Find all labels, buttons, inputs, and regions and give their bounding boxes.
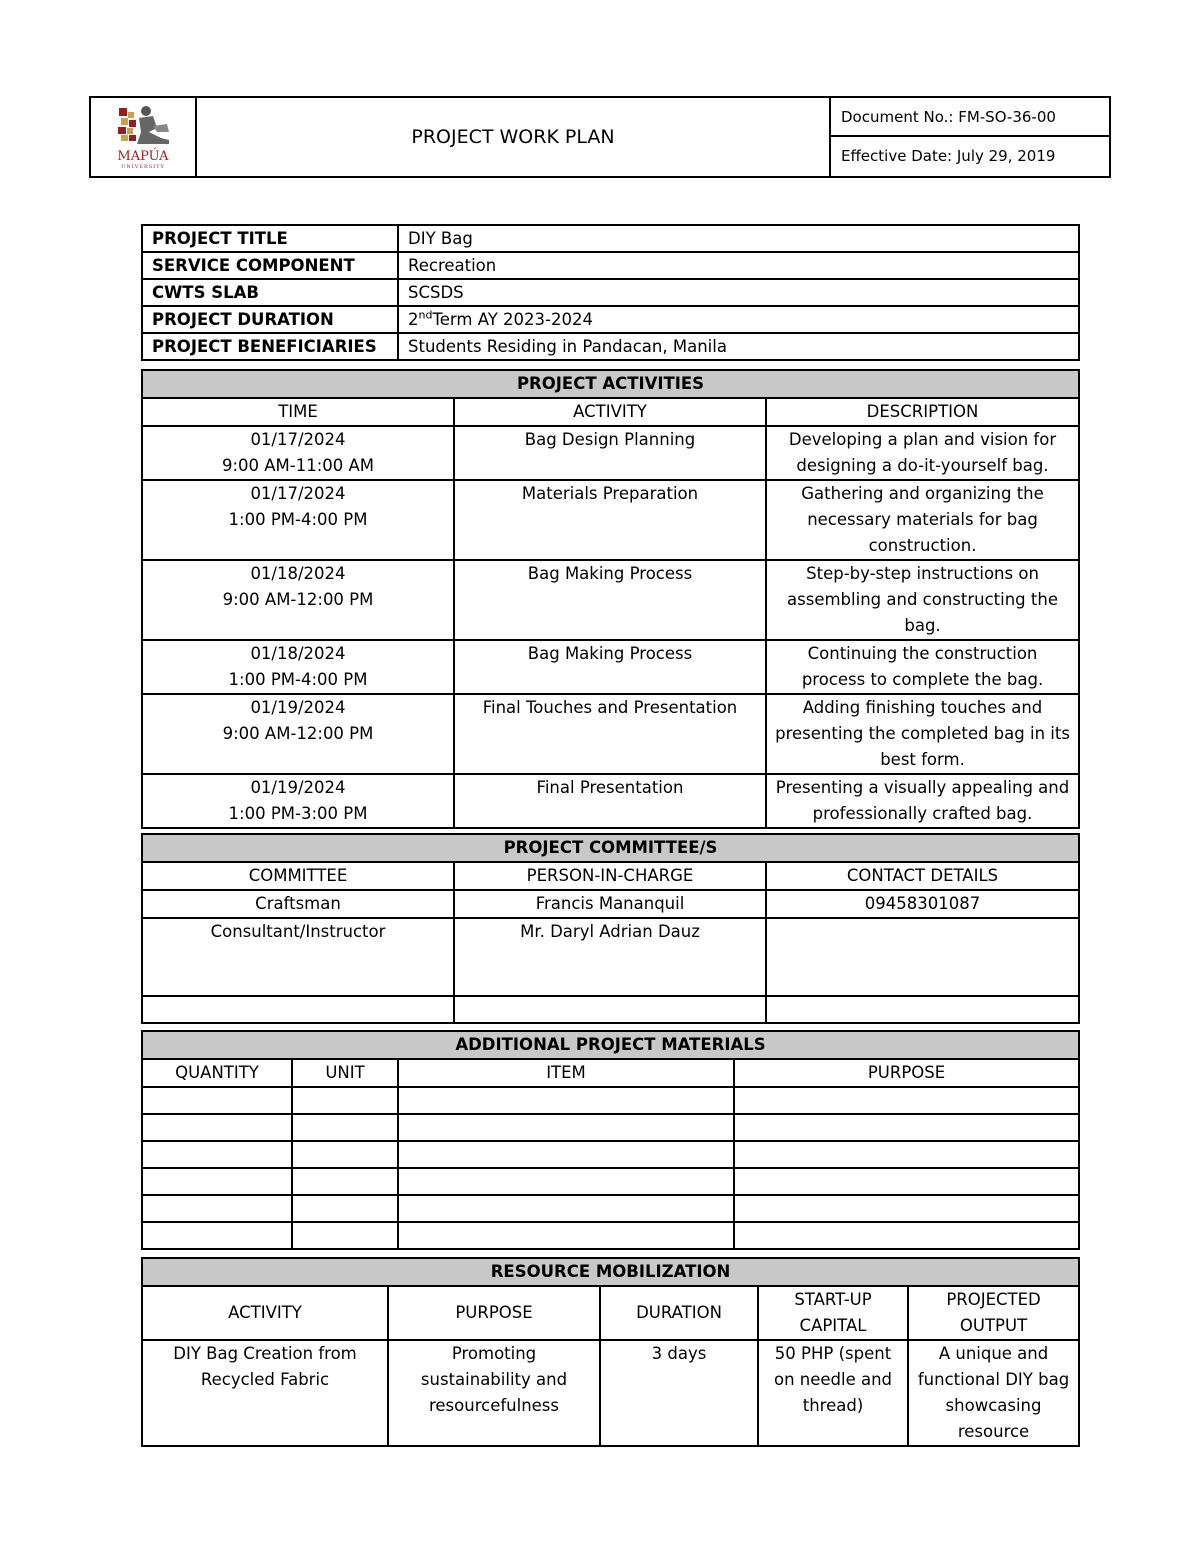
activity-time: [142, 480, 454, 560]
duration-term: Term AY 2023-2024: [432, 310, 593, 329]
activity-hours: 1:00 PM-4:00 PM: [228, 510, 368, 529]
activity-hours: 9:00 AM-12:00 PM: [222, 724, 374, 743]
activity-time: [142, 426, 454, 480]
info-value: DIY Bag: [398, 225, 1079, 252]
materials-table: [141, 1030, 1080, 1250]
activity-name: Bag Design Planning: [454, 426, 766, 480]
table-row: [142, 918, 1079, 996]
table-row: [142, 694, 1079, 774]
duration-suffix: nd: [418, 308, 433, 322]
info-row: [142, 306, 1079, 333]
resource-duration: 3 days: [600, 1340, 758, 1446]
activity-date: 01/19/2024: [250, 698, 346, 717]
empty-cell: [142, 1141, 292, 1168]
table-row: [142, 774, 1079, 828]
resource-capital: 50 PHP (spent on needle and thread): [758, 1340, 908, 1446]
activity-date: 01/18/2024: [250, 564, 346, 583]
resources-title: RESOURCE MOBILIZATION: [142, 1258, 1079, 1286]
column-header: CONTACT DETAILS: [766, 862, 1079, 890]
table-row: [142, 560, 1079, 640]
info-value: SCSDS: [398, 279, 1079, 306]
logo-subtext: UNIVERSITY: [121, 164, 165, 170]
activity-date: 01/19/2024: [250, 778, 346, 797]
empty-cell: [734, 1087, 1079, 1114]
empty-cell: [292, 1141, 398, 1168]
table-row: [142, 890, 1079, 918]
materials-title: ADDITIONAL PROJECT MATERIALS: [142, 1031, 1079, 1059]
activity-time: [142, 694, 454, 774]
info-row: [142, 225, 1079, 252]
activity-name: Final Presentation: [454, 774, 766, 828]
table-row: [142, 480, 1079, 560]
info-label: PROJECT BENEFICIARIES: [142, 333, 398, 360]
empty-cell: [734, 1141, 1079, 1168]
column-header: TIME: [142, 398, 454, 426]
column-header: PROJECTED OUTPUT: [908, 1286, 1079, 1340]
university-logo: [91, 98, 197, 176]
empty-cell: [142, 1087, 292, 1114]
column-header: ACTIVITY: [142, 1286, 388, 1340]
committees-table: [141, 833, 1080, 1024]
document-header: [89, 96, 1111, 178]
table-row: [142, 1222, 1079, 1249]
activity-description: Developing a plan and vision for designing a do-it-yourself bag.: [766, 426, 1079, 480]
activity-description: Adding finishing touches and presenting the completed bag in its best form.: [766, 694, 1079, 774]
column-header: QUANTITY: [142, 1059, 292, 1087]
activity-hours: 9:00 AM-12:00 PM: [222, 590, 374, 609]
activity-description: Gathering and organizing the necessary materials for bag construction.: [766, 480, 1079, 560]
table-row: [142, 996, 1079, 1023]
contact-details: [766, 918, 1079, 996]
logo-emblem-icon: [118, 106, 169, 144]
project-info-table: [141, 224, 1080, 361]
empty-cell: [142, 1114, 292, 1141]
document-info: [829, 98, 1109, 176]
activity-date: 01/18/2024: [250, 644, 346, 663]
empty-cell: [292, 1222, 398, 1249]
column-header: DURATION: [600, 1286, 758, 1340]
empty-cell: [734, 1168, 1079, 1195]
info-label: SERVICE COMPONENT: [142, 252, 398, 279]
logo-text: MAPÚA: [117, 149, 169, 164]
contact-details: 09458301087: [766, 890, 1079, 918]
empty-cell: [766, 996, 1079, 1023]
activity-name: Bag Making Process: [454, 560, 766, 640]
effective-date: Effective Date: July 29, 2019: [841, 147, 1056, 165]
activity-time: [142, 560, 454, 640]
empty-cell: [734, 1114, 1079, 1141]
empty-cell: [292, 1087, 398, 1114]
info-label: CWTS SLAB: [142, 279, 398, 306]
empty-cell: [292, 1168, 398, 1195]
column-header: START-UP CAPITAL: [758, 1286, 908, 1340]
empty-cell: [398, 1195, 734, 1222]
activity-name: Bag Making Process: [454, 640, 766, 694]
activity-date: 01/17/2024: [250, 484, 346, 503]
empty-cell: [142, 1222, 292, 1249]
info-label: PROJECT DURATION: [142, 306, 398, 333]
empty-cell: [292, 1114, 398, 1141]
person-in-charge: Francis Mananquil: [454, 890, 766, 918]
empty-cell: [142, 996, 454, 1023]
resources-table: [141, 1257, 1080, 1447]
column-header: COMMITTEE: [142, 862, 454, 890]
empty-cell: [398, 1141, 734, 1168]
table-row: [142, 1114, 1079, 1141]
table-row: [142, 640, 1079, 694]
info-row: [142, 252, 1079, 279]
resource-output: A unique and functional DIY bag showcasing resource: [908, 1340, 1079, 1446]
empty-cell: [142, 1168, 292, 1195]
table-row: [142, 1340, 1079, 1446]
empty-cell: [734, 1222, 1079, 1249]
empty-cell: [398, 1114, 734, 1141]
column-header: ITEM: [398, 1059, 734, 1087]
activity-time: [142, 640, 454, 694]
empty-cell: [292, 1195, 398, 1222]
info-value: [398, 306, 1079, 333]
info-row: [142, 333, 1079, 360]
empty-cell: [454, 996, 766, 1023]
person-in-charge: Mr. Daryl Adrian Dauz: [454, 918, 766, 996]
activity-date: 01/17/2024: [250, 430, 346, 449]
empty-cell: [398, 1168, 734, 1195]
table-row: [142, 1087, 1079, 1114]
table-row: [142, 1141, 1079, 1168]
activity-description: Presenting a visually appealing and professionally crafted bag.: [766, 774, 1079, 828]
empty-cell: [398, 1222, 734, 1249]
info-value: Students Residing in Pandacan, Manila: [398, 333, 1079, 360]
activity-description: Continuing the construction process to complete the bag.: [766, 640, 1079, 694]
page-title: PROJECT WORK PLAN: [411, 126, 615, 148]
activity-hours: 9:00 AM-11:00 AM: [221, 456, 375, 475]
activity-name: Final Touches and Presentation: [454, 694, 766, 774]
activity-name: Materials Preparation: [454, 480, 766, 560]
info-label: PROJECT TITLE: [142, 225, 398, 252]
resource-purpose: Promoting sustainability and resourcefulness: [388, 1340, 600, 1446]
committee-name: Craftsman: [142, 890, 454, 918]
column-header: ACTIVITY: [454, 398, 766, 426]
activity-time: [142, 774, 454, 828]
info-value: Recreation: [398, 252, 1079, 279]
activities-title: PROJECT ACTIVITIES: [142, 370, 1079, 398]
resource-activity: DIY Bag Creation from Recycled Fabric: [142, 1340, 388, 1446]
committees-title: PROJECT COMMITTEE/S: [142, 834, 1079, 862]
empty-cell: [734, 1195, 1079, 1222]
activity-description: Step-by-step instructions on assembling and constructing the bag.: [766, 560, 1079, 640]
activities-table: [141, 369, 1080, 829]
committee-name: Consultant/Instructor: [142, 918, 454, 996]
column-header: PURPOSE: [734, 1059, 1079, 1087]
info-row: [142, 279, 1079, 306]
duration-number: 2: [408, 310, 419, 329]
table-row: [142, 426, 1079, 480]
table-row: [142, 1168, 1079, 1195]
column-header: PERSON-IN-CHARGE: [454, 862, 766, 890]
activity-hours: 1:00 PM-4:00 PM: [228, 670, 368, 689]
column-header: PURPOSE: [388, 1286, 600, 1340]
activity-hours: 1:00 PM-3:00 PM: [228, 804, 368, 823]
column-header: DESCRIPTION: [766, 398, 1079, 426]
empty-cell: [142, 1195, 292, 1222]
column-header: UNIT: [292, 1059, 398, 1087]
empty-cell: [398, 1087, 734, 1114]
table-row: [142, 1195, 1079, 1222]
document-number: Document No.: FM-SO-36-00: [831, 98, 1109, 137]
